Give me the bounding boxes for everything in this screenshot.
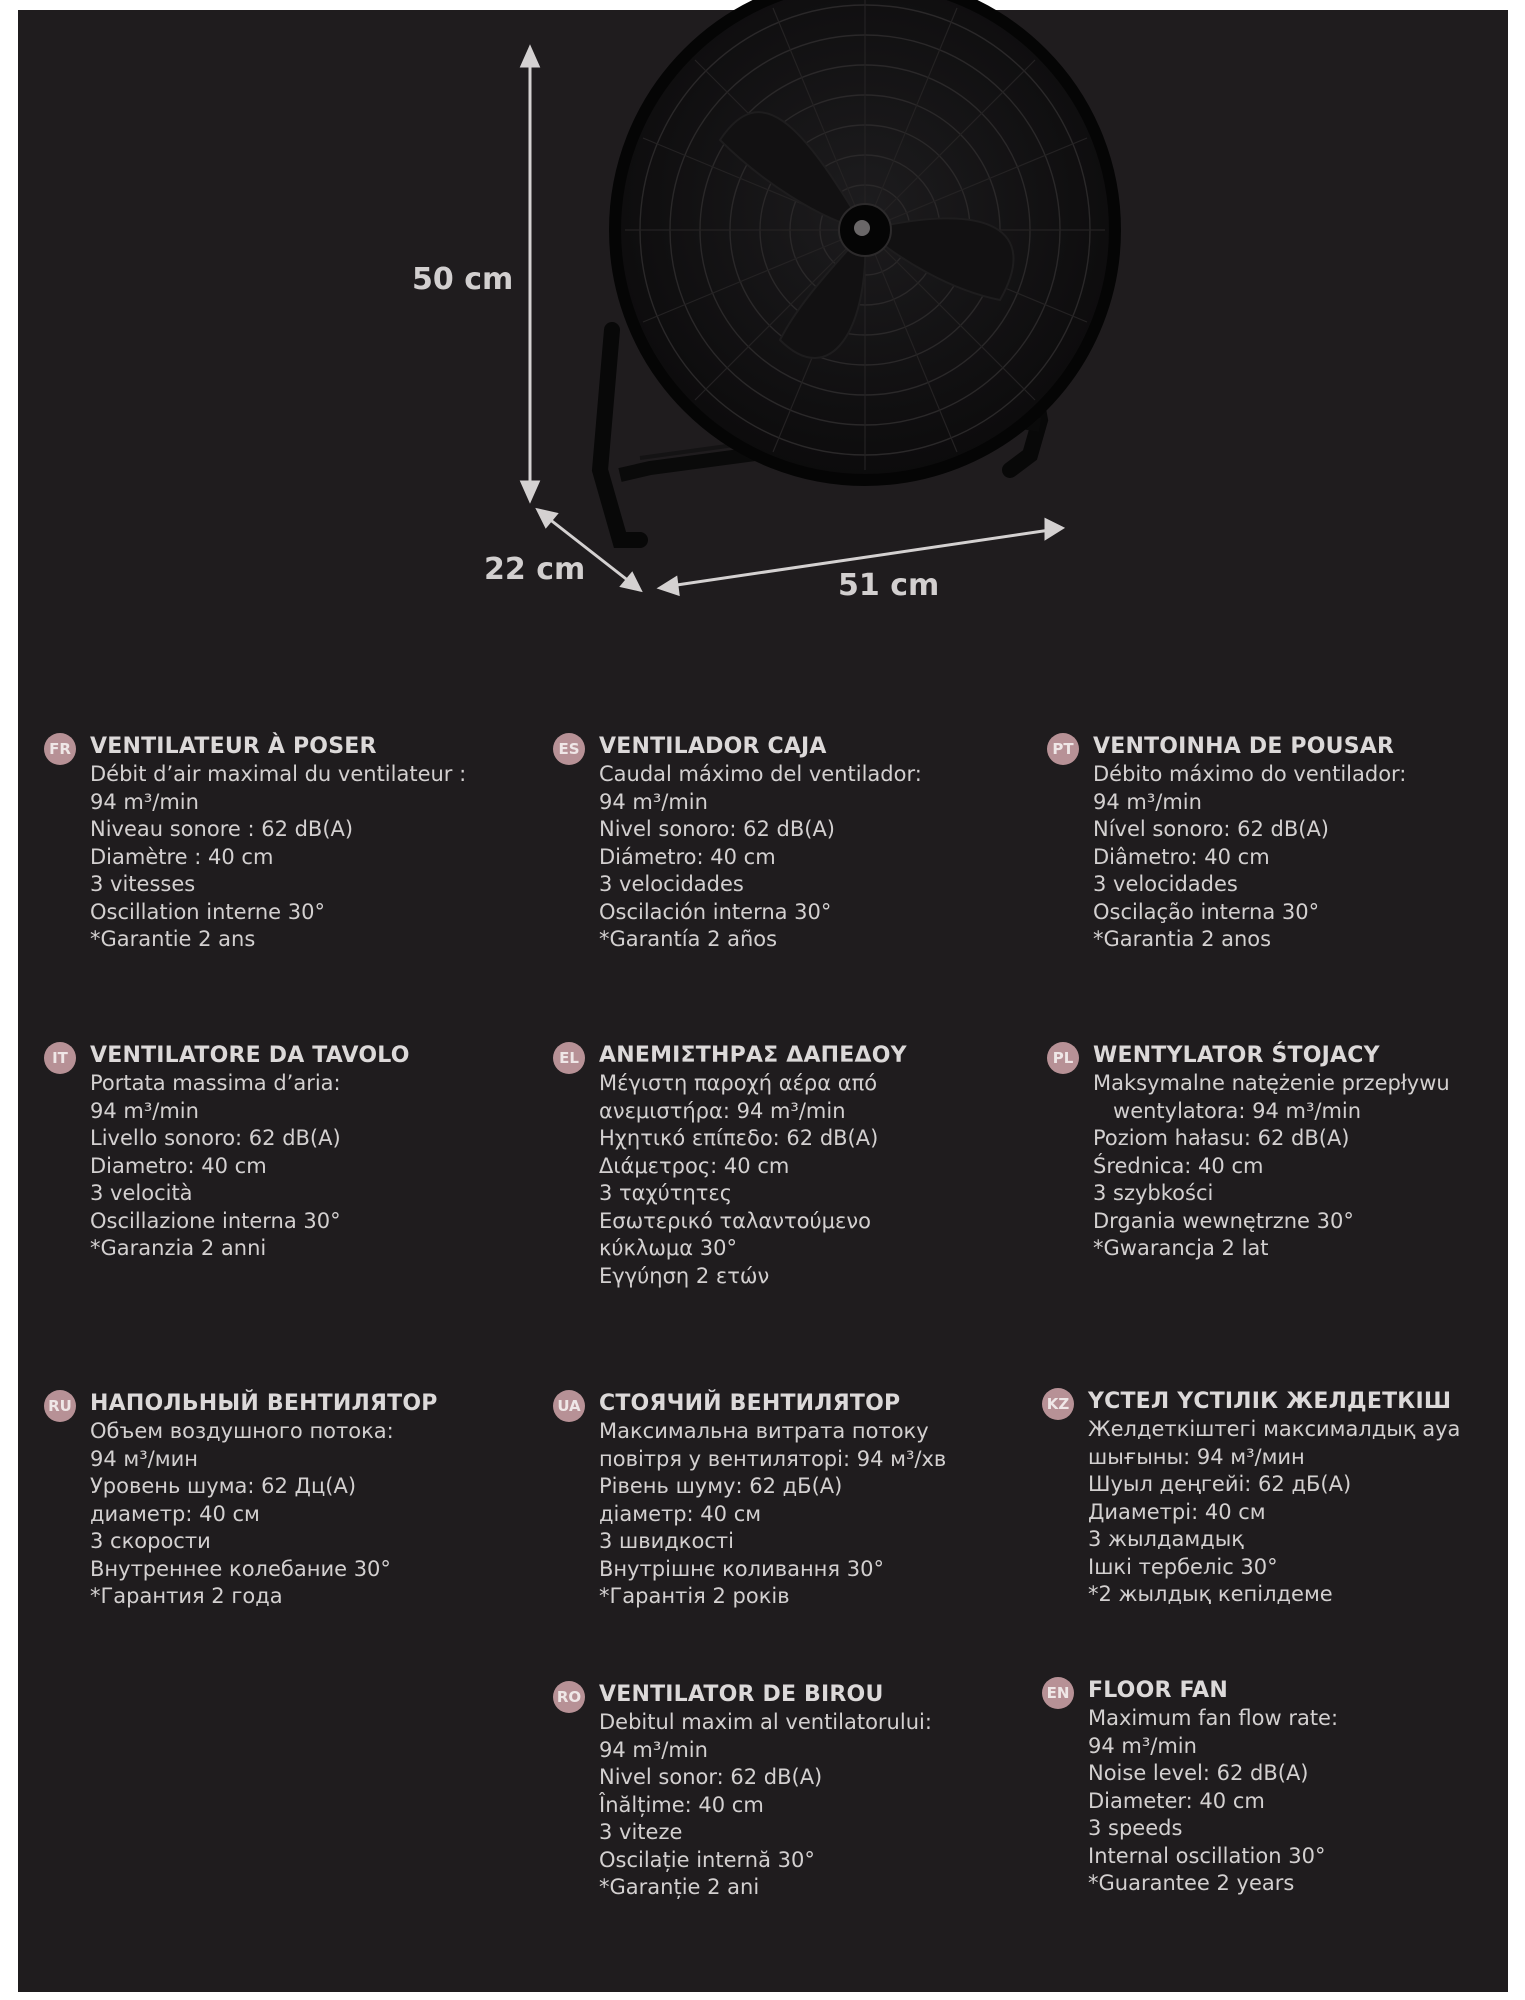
spec-line: 94 m³/min (1088, 1733, 1197, 1758)
spec-line: 3 швидкості (599, 1529, 734, 1553)
spec-line: Рівень шуму: 62 дБ(А) (599, 1474, 843, 1498)
language-badge-pt: PT (1047, 733, 1079, 765)
spec-line: Caudal máximo del ventilador: (599, 762, 922, 786)
spec-title: WENTYLATOR ŚTOJACY (1093, 1043, 1380, 1068)
spec-line: Шуыл деңгейі: 62 дБ(А) (1088, 1472, 1352, 1496)
spec-line: повітря у вентиляторі: 94 м³/хв (599, 1446, 947, 1471)
spec-title: VENTOINHA DE POUSAR (1093, 734, 1395, 759)
language-badge-ua: UA (553, 1390, 585, 1422)
spec-line: 3 жылдамдық (1088, 1527, 1244, 1551)
spec-line: Diameter: 40 cm (1088, 1788, 1265, 1813)
spec-title: FLOOR FAN (1088, 1678, 1229, 1703)
spec-line: 94 m³/min (90, 789, 199, 814)
spec-line: Ішкі тербеліс 30° (1088, 1554, 1278, 1579)
spec-line: *Gwarancja 2 lat (1093, 1236, 1269, 1260)
spec-line: Poziom hałasu: 62 dB(A) (1093, 1126, 1350, 1150)
spec-line: Oscillazione interna 30° (90, 1208, 341, 1233)
spec-line: Желдеткіштегі максималдық ауа (1088, 1417, 1461, 1441)
spec-title: VENTILATORE DA TAVOLO (90, 1043, 410, 1068)
spec-line: *Guarantee 2 years (1088, 1871, 1295, 1895)
spec-line: 3 скорости (90, 1529, 211, 1553)
spec-block-en (1046, 1677, 1508, 1898)
spec-line: Średnica: 40 cm (1093, 1153, 1264, 1178)
language-badge-pl: PL (1047, 1042, 1079, 1074)
spec-line: шығыны: 94 м³/мин (1088, 1444, 1305, 1469)
spec-line: *Гарантія 2 років (599, 1584, 790, 1608)
spec-line: Oscilación interna 30° (599, 899, 832, 924)
spec-line: Diâmetro: 40 cm (1093, 844, 1270, 869)
spec-line: Максимальна витрата потоку (599, 1419, 929, 1443)
spec-line: *Гарантия 2 года (90, 1584, 283, 1608)
spec-line: Drgania wewnętrzne 30° (1093, 1208, 1354, 1233)
spec-line: Noise level: 62 dB(A) (1088, 1761, 1309, 1785)
spec-line: Diamètre : 40 cm (90, 844, 274, 869)
spec-line: Диаметрі: 40 см (1088, 1499, 1266, 1524)
spec-line: Oscillation interne 30° (90, 899, 325, 924)
spec-line: диаметр: 40 см (90, 1501, 260, 1526)
spec-line: Débito máximo do ventilador: (1093, 762, 1407, 786)
language-badge-es: ES (553, 733, 585, 765)
spec-title: ҮСТЕЛ ҮСТІЛІК ЖЕЛДЕТКІШ (1088, 1389, 1452, 1414)
language-badge-ro: RO (553, 1681, 585, 1713)
spec-block-el (559, 1042, 1019, 1290)
spec-title: VENTILATEUR À POSER (90, 734, 377, 759)
spec-line: Oscilação interna 30° (1093, 899, 1320, 924)
spec-line: Débit d’air maximal du ventilateur : (90, 762, 467, 786)
spec-line: 3 speeds (1088, 1816, 1183, 1840)
spec-block-it (52, 1042, 510, 1263)
spec-line: Εγγύηση 2 ετών (599, 1263, 770, 1288)
spec-line: 3 ταχύτητες (599, 1181, 733, 1205)
spec-line: Internal oscillation 30° (1088, 1843, 1326, 1868)
spec-line: ανεμιστήρα: 94 m³/min (599, 1098, 846, 1123)
spec-line: Portata massima d’aria: (90, 1071, 341, 1095)
language-badge-fr: FR (44, 733, 76, 765)
spec-title: СТОЯЧИЙ ВЕНТИЛЯТОР (599, 1391, 901, 1416)
spec-block-fr (49, 733, 510, 954)
spec-line: 94 m³/min (1093, 789, 1202, 814)
spec-title: НАПОЛЬНЫЙ ВЕНТИЛЯТОР (90, 1391, 438, 1416)
spec-line: 94 m³/min (599, 1737, 708, 1762)
spec-line: діаметр: 40 см (599, 1501, 762, 1526)
spec-line: Ηχητικό επίπεδο: 62 dB(A) (599, 1126, 879, 1150)
spec-line: Livello sonoro: 62 dB(A) (90, 1126, 341, 1150)
spec-line: Diámetro: 40 cm (599, 844, 776, 869)
spec-line: Niveau sonore : 62 dB(A) (90, 817, 354, 841)
spec-line: Nivel sonor: 62 dB(A) (599, 1765, 823, 1789)
depth-dimension-label: 22 cm (484, 552, 586, 587)
spec-line: Oscilație internă 30° (599, 1847, 815, 1872)
spec-line: 3 velocità (90, 1181, 193, 1205)
language-badge-el: EL (553, 1042, 585, 1074)
spec-block-kz (1046, 1388, 1508, 1609)
spec-line: 94 м³/мин (90, 1446, 198, 1471)
spec-line: Nível sonoro: 62 dB(A) (1093, 817, 1330, 841)
spec-line: Înălțime: 40 cm (599, 1792, 764, 1817)
spec-line: *Garantia 2 anos (1093, 927, 1272, 951)
spec-line: wentylatora: 94 m³/min (1093, 1098, 1362, 1123)
spec-line: Уровень шума: 62 Дц(А) (90, 1474, 357, 1498)
height-dimension-label: 50 cm (412, 262, 514, 297)
spec-block-ru (48, 1390, 510, 1611)
spec-line: *Garantie 2 ans (90, 927, 256, 951)
spec-block-pt (1052, 733, 1513, 954)
spec-line: *Garanție 2 ani (599, 1875, 760, 1899)
spec-line: Εσωτερικό ταλαντούμενο (599, 1208, 871, 1233)
spec-line: Maximum fan flow rate: (1088, 1706, 1339, 1730)
language-badge-ru: RU (44, 1390, 76, 1422)
spec-line: Diametro: 40 cm (90, 1153, 267, 1178)
spec-line: *2 жылдық кепілдеме (1088, 1582, 1333, 1606)
language-badge-kz: KZ (1042, 1388, 1074, 1420)
spec-title: VENTILADOR CAJA (599, 734, 827, 759)
spec-line: 94 m³/min (599, 789, 708, 814)
spec-block-pl (1052, 1042, 1513, 1263)
spec-line: 94 m³/min (90, 1098, 199, 1123)
width-dimension-label: 51 cm (838, 568, 940, 603)
language-badge-it: IT (44, 1042, 76, 1074)
spec-line: 3 vitesses (90, 872, 196, 896)
spec-line: 3 velocidades (1093, 872, 1238, 896)
spec-line: Внутрішнє коливання 30° (599, 1556, 884, 1581)
spec-block-es (558, 733, 1019, 954)
spec-block-ro (556, 1681, 1019, 1902)
spec-line: 3 szybkości (1093, 1181, 1214, 1205)
spec-title: VENTILATOR DE BIROU (599, 1682, 884, 1707)
spec-line: *Garantía 2 años (599, 927, 778, 951)
spec-line: *Garanzia 2 anni (90, 1236, 267, 1260)
fan-illustration (0, 0, 1525, 620)
language-badge-en: EN (1042, 1677, 1074, 1709)
spec-block-ua (557, 1390, 1019, 1611)
spec-line: Nivel sonoro: 62 dB(A) (599, 817, 836, 841)
spec-title: ΑΝΕΜΙΣΤΗΡΑΣ ΔΑΠΕΔΟΥ (599, 1043, 907, 1068)
spec-line: Debitul maxim al ventilatorului: (599, 1710, 932, 1734)
spec-line: Διάμετρος: 40 cm (599, 1153, 790, 1178)
spec-line: Maksymalne natężenie przepływu (1093, 1071, 1450, 1095)
spec-line: Внутреннее колебание 30° (90, 1556, 391, 1581)
spec-line: Объем воздушного потока: (90, 1419, 394, 1443)
spec-line: 3 viteze (599, 1820, 683, 1844)
spec-line: 3 velocidades (599, 872, 744, 896)
spec-line: Μέγιστη παροχή αέρα από (599, 1071, 878, 1095)
spec-line: κύκλωμα 30° (599, 1236, 738, 1260)
